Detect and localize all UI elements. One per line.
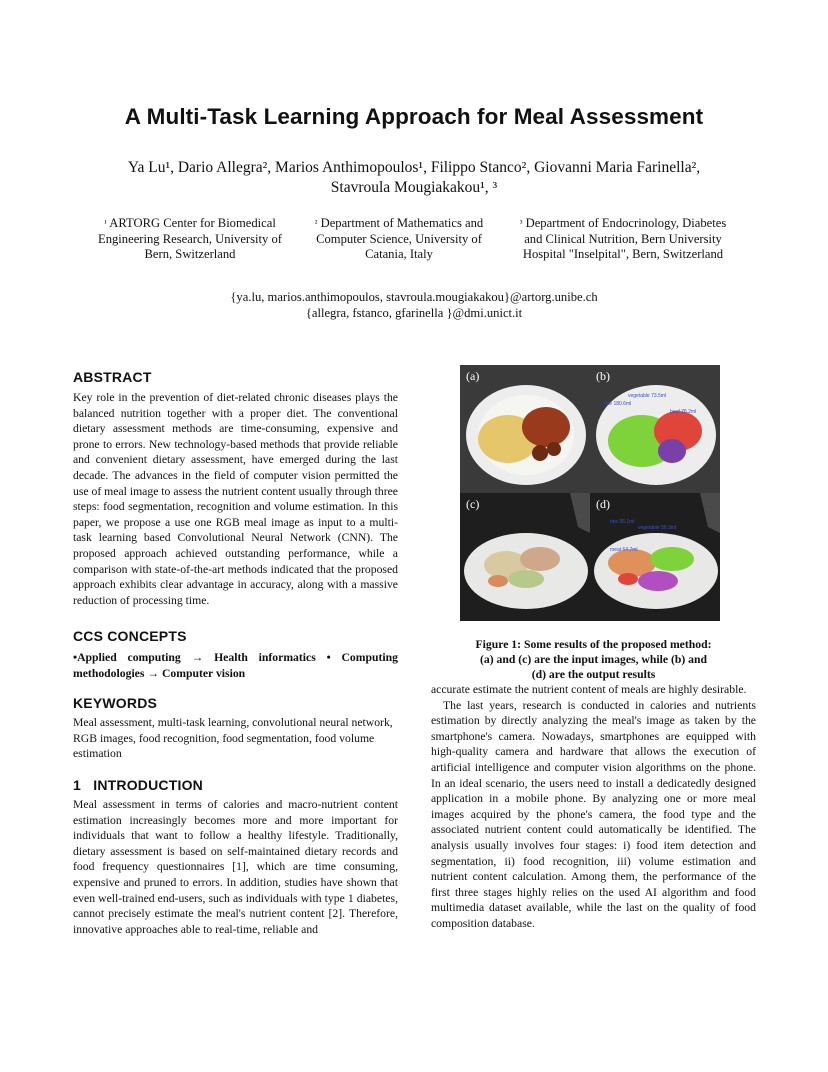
segment-label: vegetable 58.3ml — [638, 525, 677, 531]
segment-label: rice 95.1ml — [610, 519, 635, 525]
authors-line-2: Stavroula Mougiakakou¹, ³ — [330, 179, 498, 196]
affiliation-text: Department of Endocrinology, Diabetes and Clinical Nutrition, Bern University Hospital "Inselpital", Bern, Switzerland — [522, 216, 727, 261]
affiliation-marker: ² — [314, 218, 318, 228]
affiliation-1 — [92, 216, 288, 263]
meal-segmentation-b — [590, 365, 720, 493]
panel-d — [590, 493, 720, 621]
segment-label: beef 78.2ml — [670, 409, 697, 415]
email-line-2: {allegra, fstanco, gfarinella }@dmi.unict.it — [305, 306, 523, 320]
figure-caption — [432, 637, 755, 682]
introduction-heading: 1 INTRODUCTION — [73, 777, 203, 793]
segment-label: vegetable 73.5ml — [628, 393, 667, 399]
abstract-heading: ABSTRACT — [73, 369, 152, 385]
panel-label: (b) — [596, 369, 610, 383]
keywords-text: Meal assessment, multi-task learning, convolutional neural network, RGB images, food recognition, food segmentation, food volume estimation — [73, 716, 393, 761]
email-line-1: {ya.lu, marios.anthimopoulos, stavroula.mougiakakou}@artorg.unibe.ch — [230, 290, 598, 304]
keywords-heading: KEYWORDS — [73, 695, 158, 711]
ccs-heading: CCS CONCEPTS — [73, 628, 187, 644]
affiliation-3 — [514, 216, 732, 263]
abstract-text: Key role in the prevention of diet-related chronic diseases plays the balanced nutrition together with a proper diet. The conventional dietary assessment methods are time-consuming, expensive and prone to errors. New technology-based methods that provide reliable and convenient dietary assessment, have emerged during the last decade. The advances in the field of computer vision permitted the use of meal image to assess the nutrient content usually through three steps: food segmentation, recognition and volume estimation. In this paper, we propose a use one RGB meal image as input to a multi-task learning based Convolutional Neural Network (CNN). The proposed approach achieved outstanding performance, while a comparison with state-of-the-art methods indicated that the proposed approach exhibits clear advantage in accuracy, along with a massive reduction of processing time. — [73, 391, 398, 607]
authors-line-1: Ya Lu¹, Dario Allegra², Marios Anthimopoulos¹, Filippo Stanco², Giovanni Maria Farinella², — [127, 159, 701, 176]
segment-label: rice 180.6ml — [604, 401, 632, 407]
panel-a — [460, 365, 590, 493]
caption-line: (a) and (c) are the input images, while (b) and — [479, 653, 708, 666]
affiliation-marker: ¹ — [104, 218, 107, 228]
affiliation-2 — [300, 216, 498, 263]
panel-b — [590, 365, 720, 493]
panel-label: (a) — [466, 369, 480, 383]
introduction-paragraph-1: Meal assessment in terms of calories and macro-nutrient content estimation increasingly becomes more and more important for individuals that want to follow a healthy lifestyle. Traditionally, dietary assessment is based on self-maintained dietary records and food frequency questionnaires [1], which are time consuming, expensive and pruned to errors. In addition, studies have shown that even well-trained end-users, such as individuals with type 1 diabetes, cannot precisely estimate the meal's nutrient content [2]. Therefore, innovative approaches able to real-time, reliable and — [73, 798, 398, 936]
right-column-text — [431, 682, 756, 932]
paper-title: A Multi-Task Learning Approach for Meal Assessment — [124, 104, 704, 129]
panel-label: (c) — [466, 497, 480, 511]
introduction-paragraph-1-continued: accurate estimate the nutrient content of meals are highly desirable. — [431, 683, 747, 696]
affiliation-text: Department of Mathematics and Computer Science, University of Catania, Italy — [316, 216, 484, 261]
meal-segmentation-d — [590, 493, 720, 621]
caption-line: (d) are the output results — [531, 668, 656, 681]
figure-1 — [460, 365, 720, 621]
ccs-text: •Applied computing → Health informatics • Computing methodologies → Computer vision — [73, 651, 398, 680]
introduction-paragraph-2: The last years, research is conducted in calories and nutrients estimation by directly analyzing the meal's image as taken by the smartphone's camera. Nowadays, smartphones are equipped with high-quality camera and hardware that allows the execution of artificial intelligence and computer vision algorithms on the phone. In an ideal scenario, the users need to install a dedicatedly designed application in a mobile phone. By analyzing one or more meal images acquired by the phone's camera, the food type and the associated nutrient content could automatically be identified. The analysis usually involves four stages: i) food item detection and segmentation, ii) food recognition, iii) volume estimation and nutrient content calculation. Among them, the performance of the first three stages highly relies on the used AI algorithm and food multimedia dataset available, while the last on the quality of food composition database. — [431, 698, 756, 930]
panel-label: (d) — [596, 497, 610, 511]
affiliation-marker: ³ — [519, 218, 523, 228]
caption-line: Figure 1: Some results of the proposed method: — [475, 638, 712, 651]
meal-image-a — [460, 365, 590, 493]
meal-image-c — [460, 493, 590, 621]
affiliation-text: ARTORG Center for Biomedical Engineering Research, University of Bern, Switzerland — [98, 216, 282, 261]
segment-label: meat 64.7ml — [610, 547, 638, 553]
panel-c — [460, 493, 590, 621]
